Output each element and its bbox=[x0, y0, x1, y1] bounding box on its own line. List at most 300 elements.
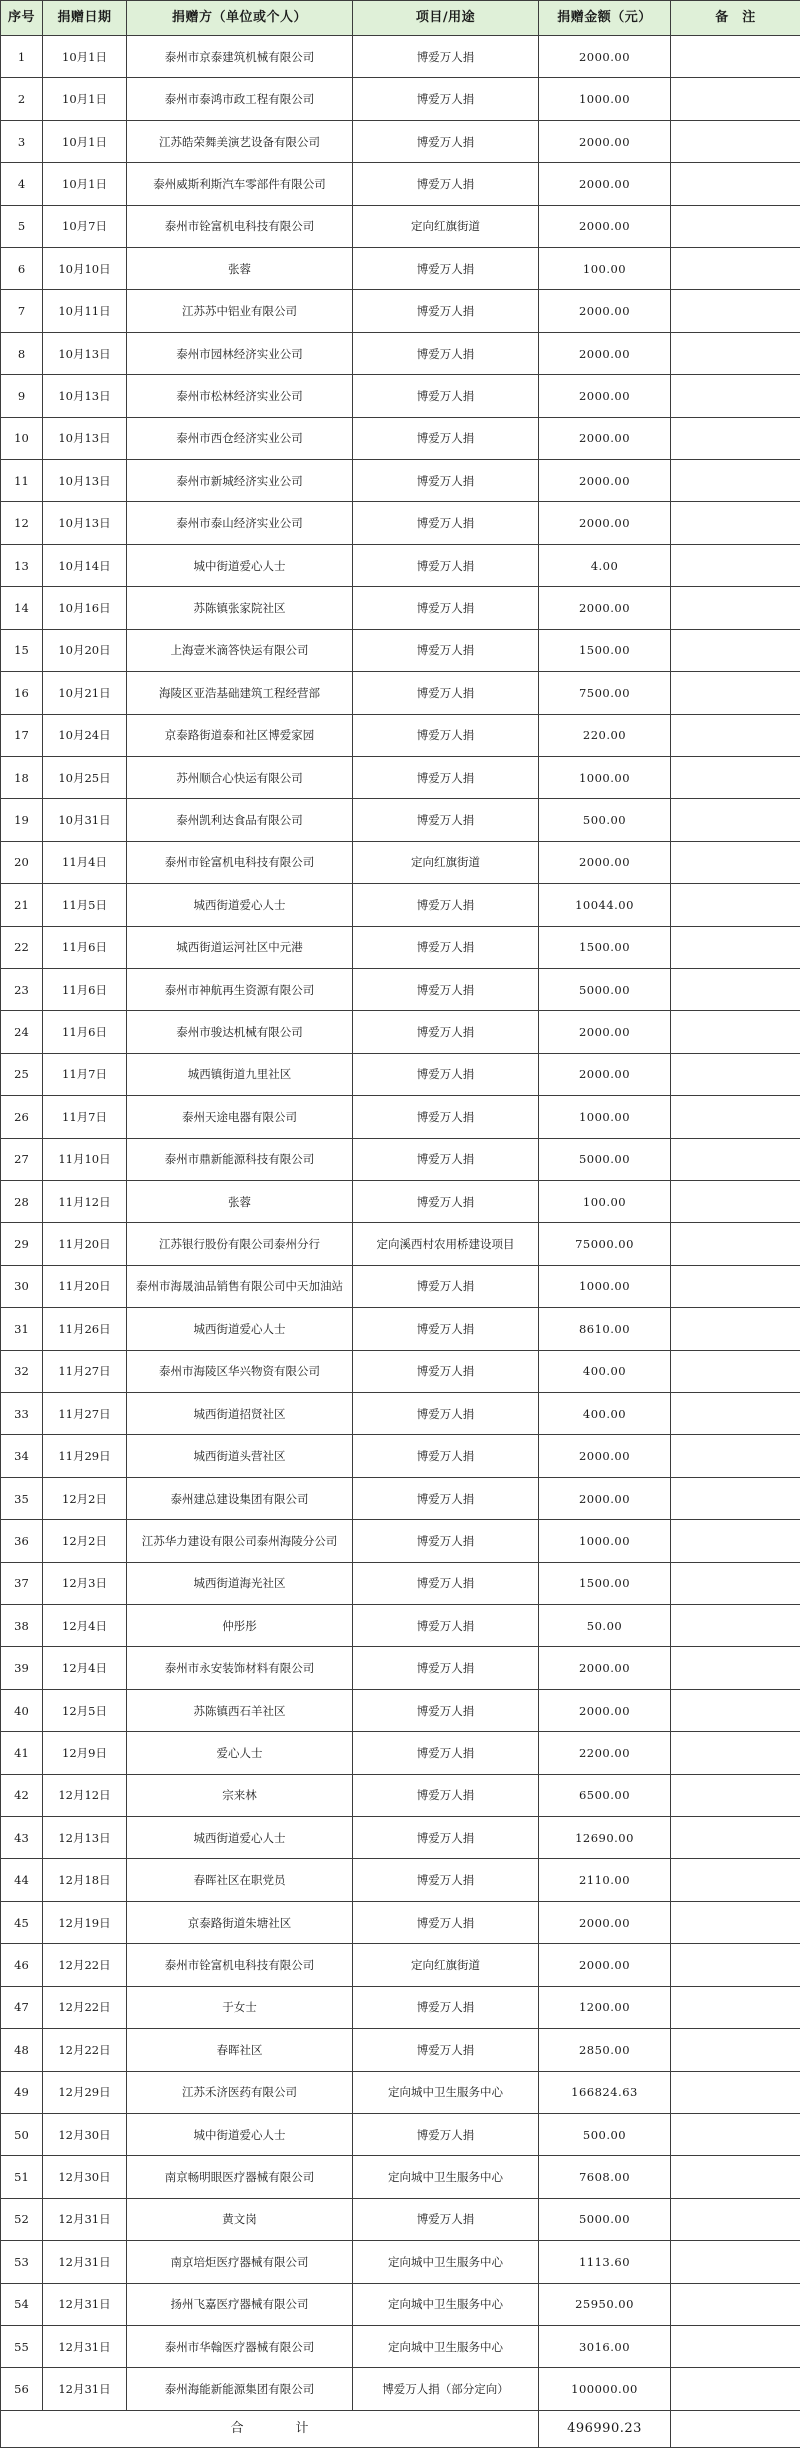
cell-amount: 12690.00 bbox=[539, 1817, 671, 1859]
table-row bbox=[1, 417, 800, 459]
cell-donor: 春晖社区在职党员 bbox=[127, 1859, 353, 1901]
header-date: 捐赠日期 bbox=[43, 1, 127, 36]
cell-serial: 51 bbox=[1, 2156, 43, 2198]
cell-donor: 泰州威斯利斯汽车零部件有限公司 bbox=[127, 163, 353, 205]
cell-date: 10月13日 bbox=[43, 332, 127, 374]
cell-note bbox=[671, 714, 800, 756]
cell-note bbox=[671, 1986, 800, 2028]
cell-note bbox=[671, 1350, 800, 1392]
cell-purpose: 博爱万人捐 bbox=[353, 1774, 539, 1816]
cell-purpose: 博爱万人捐 bbox=[353, 714, 539, 756]
table-row bbox=[1, 2071, 800, 2113]
table-row bbox=[1, 1520, 800, 1562]
cell-purpose: 博爱万人捐 bbox=[353, 163, 539, 205]
cell-note bbox=[671, 1817, 800, 1859]
cell-serial: 35 bbox=[1, 1477, 43, 1519]
table-row bbox=[1, 926, 800, 968]
cell-amount: 2000.00 bbox=[539, 163, 671, 205]
table-row bbox=[1, 2241, 800, 2283]
cell-donor: 城西街道爱心人士 bbox=[127, 884, 353, 926]
cell-date: 11月27日 bbox=[43, 1350, 127, 1392]
cell-serial: 7 bbox=[1, 290, 43, 332]
cell-amount: 1200.00 bbox=[539, 1986, 671, 2028]
cell-note bbox=[671, 290, 800, 332]
cell-amount: 100.00 bbox=[539, 248, 671, 290]
cell-note bbox=[671, 120, 800, 162]
table-row bbox=[1, 248, 800, 290]
cell-note bbox=[671, 926, 800, 968]
cell-amount: 400.00 bbox=[539, 1393, 671, 1435]
cell-serial: 16 bbox=[1, 672, 43, 714]
cell-date: 10月1日 bbox=[43, 163, 127, 205]
cell-serial: 12 bbox=[1, 502, 43, 544]
cell-purpose: 博爱万人捐 bbox=[353, 544, 539, 586]
cell-date: 11月20日 bbox=[43, 1265, 127, 1307]
cell-amount: 2000.00 bbox=[539, 460, 671, 502]
table-row bbox=[1, 1647, 800, 1689]
cell-serial: 50 bbox=[1, 2113, 43, 2155]
cell-date: 11月12日 bbox=[43, 1180, 127, 1222]
cell-donor: 泰州市新城经济实业公司 bbox=[127, 460, 353, 502]
cell-purpose: 博爱万人捐 bbox=[353, 332, 539, 374]
cell-amount: 2000.00 bbox=[539, 1647, 671, 1689]
cell-serial: 31 bbox=[1, 1308, 43, 1350]
cell-donor: 苏州顺合心快运有限公司 bbox=[127, 756, 353, 798]
cell-note bbox=[671, 1944, 800, 1986]
cell-date: 12月31日 bbox=[43, 2198, 127, 2240]
cell-amount: 1000.00 bbox=[539, 78, 671, 120]
cell-serial: 45 bbox=[1, 1901, 43, 1943]
cell-note bbox=[671, 672, 800, 714]
cell-purpose: 定向红旗街道 bbox=[353, 841, 539, 883]
table-row bbox=[1, 799, 800, 841]
cell-purpose: 博爱万人捐 bbox=[353, 36, 539, 78]
cell-purpose: 博爱万人捐 bbox=[353, 1647, 539, 1689]
cell-purpose: 博爱万人捐 bbox=[353, 375, 539, 417]
cell-amount: 100000.00 bbox=[539, 2368, 671, 2410]
cell-note bbox=[671, 2071, 800, 2113]
cell-donor: 泰州市京泰建筑机械有限公司 bbox=[127, 36, 353, 78]
cell-donor: 泰州市铨富机电科技有限公司 bbox=[127, 841, 353, 883]
table-row bbox=[1, 587, 800, 629]
cell-note bbox=[671, 799, 800, 841]
cell-amount: 5000.00 bbox=[539, 2198, 671, 2240]
cell-serial: 9 bbox=[1, 375, 43, 417]
cell-amount: 2000.00 bbox=[539, 375, 671, 417]
cell-amount: 2000.00 bbox=[539, 1689, 671, 1731]
table-row bbox=[1, 1265, 800, 1307]
table-row bbox=[1, 1393, 800, 1435]
cell-amount: 2000.00 bbox=[539, 332, 671, 374]
cell-purpose: 定向溪西村农用桥建设项目 bbox=[353, 1223, 539, 1265]
table-row bbox=[1, 2368, 800, 2410]
cell-purpose: 博爱万人捐 bbox=[353, 799, 539, 841]
table-row bbox=[1, 290, 800, 332]
cell-date: 10月13日 bbox=[43, 417, 127, 459]
table-row bbox=[1, 841, 800, 883]
cell-date: 10月13日 bbox=[43, 460, 127, 502]
table-row bbox=[1, 1011, 800, 1053]
cell-donor: 江苏苏中铝业有限公司 bbox=[127, 290, 353, 332]
cell-donor: 上海壹米滴答快运有限公司 bbox=[127, 629, 353, 671]
cell-amount: 2000.00 bbox=[539, 1477, 671, 1519]
cell-date: 11月6日 bbox=[43, 926, 127, 968]
cell-amount: 500.00 bbox=[539, 799, 671, 841]
cell-note bbox=[671, 1477, 800, 1519]
cell-note bbox=[671, 163, 800, 205]
cell-purpose: 博爱万人捐 bbox=[353, 587, 539, 629]
cell-serial: 43 bbox=[1, 1817, 43, 1859]
cell-purpose: 博爱万人捐 bbox=[353, 1859, 539, 1901]
cell-note bbox=[671, 1180, 800, 1222]
cell-donor: 京泰路街道朱塘社区 bbox=[127, 1901, 353, 1943]
cell-note bbox=[671, 1308, 800, 1350]
cell-serial: 8 bbox=[1, 332, 43, 374]
table-row bbox=[1, 1859, 800, 1901]
cell-donor: 城西街道招贤社区 bbox=[127, 1393, 353, 1435]
cell-donor: 苏陈镇张家院社区 bbox=[127, 587, 353, 629]
cell-donor: 泰州市海晟油品销售有限公司中天加油站 bbox=[127, 1265, 353, 1307]
table-row bbox=[1, 1138, 800, 1180]
cell-serial: 52 bbox=[1, 2198, 43, 2240]
cell-donor: 苏陈镇西石羊社区 bbox=[127, 1689, 353, 1731]
cell-date: 12月19日 bbox=[43, 1901, 127, 1943]
cell-amount: 2000.00 bbox=[539, 1901, 671, 1943]
cell-purpose: 博爱万人捐 bbox=[353, 1053, 539, 1095]
cell-donor: 海陵区亚浩基础建筑工程经营部 bbox=[127, 672, 353, 714]
cell-date: 12月22日 bbox=[43, 1944, 127, 1986]
cell-note bbox=[671, 417, 800, 459]
cell-date: 11月7日 bbox=[43, 1053, 127, 1095]
cell-date: 12月13日 bbox=[43, 1817, 127, 1859]
cell-purpose: 博爱万人捐 bbox=[353, 1732, 539, 1774]
cell-note bbox=[671, 1435, 800, 1477]
cell-date: 10月20日 bbox=[43, 629, 127, 671]
cell-date: 10月14日 bbox=[43, 544, 127, 586]
cell-serial: 23 bbox=[1, 968, 43, 1010]
table-row bbox=[1, 1732, 800, 1774]
cell-donor: 江苏禾济医药有限公司 bbox=[127, 2071, 353, 2113]
cell-donor: 张蓉 bbox=[127, 1180, 353, 1222]
cell-date: 12月31日 bbox=[43, 2241, 127, 2283]
cell-serial: 37 bbox=[1, 1562, 43, 1604]
cell-donor: 城西街道爱心人士 bbox=[127, 1308, 353, 1350]
cell-date: 12月18日 bbox=[43, 1859, 127, 1901]
cell-date: 10月16日 bbox=[43, 587, 127, 629]
cell-purpose: 博爱万人捐 bbox=[353, 1689, 539, 1731]
table-row bbox=[1, 1308, 800, 1350]
cell-date: 10月11日 bbox=[43, 290, 127, 332]
cell-date: 10月1日 bbox=[43, 78, 127, 120]
table-row bbox=[1, 1986, 800, 2028]
cell-amount: 5000.00 bbox=[539, 1138, 671, 1180]
cell-note bbox=[671, 587, 800, 629]
cell-amount: 100.00 bbox=[539, 1180, 671, 1222]
cell-date: 11月6日 bbox=[43, 968, 127, 1010]
table-row bbox=[1, 2325, 800, 2367]
cell-amount: 2000.00 bbox=[539, 587, 671, 629]
cell-amount: 2850.00 bbox=[539, 2029, 671, 2071]
cell-date: 12月30日 bbox=[43, 2113, 127, 2155]
cell-purpose: 博爱万人捐 bbox=[353, 1308, 539, 1350]
table-row bbox=[1, 1053, 800, 1095]
cell-amount: 2000.00 bbox=[539, 205, 671, 247]
cell-purpose: 博爱万人捐 bbox=[353, 78, 539, 120]
cell-donor: 泰州市永安装饰材料有限公司 bbox=[127, 1647, 353, 1689]
cell-purpose: 博爱万人捐 bbox=[353, 1520, 539, 1562]
cell-purpose: 博爱万人捐 bbox=[353, 460, 539, 502]
cell-date: 12月5日 bbox=[43, 1689, 127, 1731]
cell-serial: 34 bbox=[1, 1435, 43, 1477]
cell-donor: 泰州天途电器有限公司 bbox=[127, 1096, 353, 1138]
cell-donor: 南京培炬医疗器械有限公司 bbox=[127, 2241, 353, 2283]
table-row bbox=[1, 1350, 800, 1392]
cell-amount: 4.00 bbox=[539, 544, 671, 586]
cell-amount: 220.00 bbox=[539, 714, 671, 756]
header-serial: 序号 bbox=[1, 1, 43, 36]
cell-note bbox=[671, 375, 800, 417]
header-purpose: 项目/用途 bbox=[353, 1, 539, 36]
table-row bbox=[1, 332, 800, 374]
cell-note bbox=[671, 2325, 800, 2367]
cell-note bbox=[671, 2198, 800, 2240]
cell-note bbox=[671, 1053, 800, 1095]
cell-serial: 13 bbox=[1, 544, 43, 586]
cell-date: 12月30日 bbox=[43, 2156, 127, 2198]
table-row bbox=[1, 1817, 800, 1859]
cell-note bbox=[671, 2156, 800, 2198]
cell-date: 12月2日 bbox=[43, 1477, 127, 1519]
cell-amount: 2000.00 bbox=[539, 502, 671, 544]
cell-serial: 30 bbox=[1, 1265, 43, 1307]
cell-serial: 24 bbox=[1, 1011, 43, 1053]
header-note: 备 注 bbox=[671, 1, 800, 36]
table-row bbox=[1, 1689, 800, 1731]
cell-note bbox=[671, 460, 800, 502]
cell-note bbox=[671, 1774, 800, 1816]
cell-amount: 400.00 bbox=[539, 1350, 671, 1392]
cell-date: 10月13日 bbox=[43, 502, 127, 544]
cell-date: 12月22日 bbox=[43, 2029, 127, 2071]
cell-serial: 36 bbox=[1, 1520, 43, 1562]
cell-purpose: 博爱万人捐 bbox=[353, 1562, 539, 1604]
cell-serial: 11 bbox=[1, 460, 43, 502]
cell-purpose: 博爱万人捐（部分定向） bbox=[353, 2368, 539, 2410]
cell-amount: 10044.00 bbox=[539, 884, 671, 926]
cell-date: 12月3日 bbox=[43, 1562, 127, 1604]
cell-purpose: 博爱万人捐 bbox=[353, 968, 539, 1010]
cell-note bbox=[671, 756, 800, 798]
cell-donor: 春晖社区 bbox=[127, 2029, 353, 2071]
cell-amount: 1000.00 bbox=[539, 1265, 671, 1307]
cell-donor: 泰州市泰鸿市政工程有限公司 bbox=[127, 78, 353, 120]
cell-amount: 2000.00 bbox=[539, 841, 671, 883]
cell-serial: 41 bbox=[1, 1732, 43, 1774]
cell-donor: 城西街道头营社区 bbox=[127, 1435, 353, 1477]
table-row bbox=[1, 2198, 800, 2240]
cell-note bbox=[671, 1138, 800, 1180]
table-row bbox=[1, 1180, 800, 1222]
cell-donor: 江苏华力建设有限公司泰州海陵分公司 bbox=[127, 1520, 353, 1562]
cell-serial: 46 bbox=[1, 1944, 43, 1986]
table-row bbox=[1, 2113, 800, 2155]
cell-serial: 19 bbox=[1, 799, 43, 841]
cell-amount: 2000.00 bbox=[539, 1053, 671, 1095]
cell-purpose: 博爱万人捐 bbox=[353, 1393, 539, 1435]
cell-serial: 44 bbox=[1, 1859, 43, 1901]
cell-serial: 27 bbox=[1, 1138, 43, 1180]
table-row bbox=[1, 1562, 800, 1604]
cell-amount: 8610.00 bbox=[539, 1308, 671, 1350]
cell-amount: 2000.00 bbox=[539, 36, 671, 78]
header-donor: 捐赠方（单位或个人） bbox=[127, 1, 353, 36]
cell-serial: 39 bbox=[1, 1647, 43, 1689]
total-amount: 496990.23 bbox=[539, 2410, 671, 2447]
cell-donor: 泰州市铨富机电科技有限公司 bbox=[127, 205, 353, 247]
cell-serial: 14 bbox=[1, 587, 43, 629]
cell-purpose: 博爱万人捐 bbox=[353, 290, 539, 332]
cell-amount: 1000.00 bbox=[539, 1520, 671, 1562]
cell-serial: 10 bbox=[1, 417, 43, 459]
cell-amount: 2000.00 bbox=[539, 120, 671, 162]
table-row bbox=[1, 672, 800, 714]
cell-date: 11月10日 bbox=[43, 1138, 127, 1180]
cell-donor: 张蓉 bbox=[127, 248, 353, 290]
cell-date: 12月4日 bbox=[43, 1647, 127, 1689]
cell-purpose: 定向红旗街道 bbox=[353, 205, 539, 247]
table-row bbox=[1, 1223, 800, 1265]
cell-donor: 泰州市华翰医疗器械有限公司 bbox=[127, 2325, 353, 2367]
cell-date: 10月7日 bbox=[43, 205, 127, 247]
cell-purpose: 博爱万人捐 bbox=[353, 502, 539, 544]
cell-purpose: 定向红旗街道 bbox=[353, 1944, 539, 1986]
table-row bbox=[1, 120, 800, 162]
cell-serial: 53 bbox=[1, 2241, 43, 2283]
cell-serial: 56 bbox=[1, 2368, 43, 2410]
cell-donor: 泰州市西仓经济实业公司 bbox=[127, 417, 353, 459]
cell-amount: 75000.00 bbox=[539, 1223, 671, 1265]
cell-amount: 1500.00 bbox=[539, 926, 671, 968]
table-header-row bbox=[1, 1, 800, 36]
cell-serial: 4 bbox=[1, 163, 43, 205]
cell-note bbox=[671, 502, 800, 544]
cell-purpose: 博爱万人捐 bbox=[353, 756, 539, 798]
cell-note bbox=[671, 1393, 800, 1435]
cell-donor: 城西镇街道九里社区 bbox=[127, 1053, 353, 1095]
cell-note bbox=[671, 1265, 800, 1307]
cell-date: 10月1日 bbox=[43, 120, 127, 162]
cell-serial: 28 bbox=[1, 1180, 43, 1222]
cell-note bbox=[671, 2241, 800, 2283]
cell-purpose: 博爱万人捐 bbox=[353, 629, 539, 671]
cell-donor: 泰州市松林经济实业公司 bbox=[127, 375, 353, 417]
table-row bbox=[1, 460, 800, 502]
cell-serial: 15 bbox=[1, 629, 43, 671]
cell-purpose: 博爱万人捐 bbox=[353, 1180, 539, 1222]
cell-purpose: 博爱万人捐 bbox=[353, 1477, 539, 1519]
cell-serial: 49 bbox=[1, 2071, 43, 2113]
cell-serial: 1 bbox=[1, 36, 43, 78]
cell-date: 12月29日 bbox=[43, 2071, 127, 2113]
cell-purpose: 博爱万人捐 bbox=[353, 2029, 539, 2071]
table-row bbox=[1, 2283, 800, 2325]
cell-note bbox=[671, 332, 800, 374]
cell-note bbox=[671, 1520, 800, 1562]
cell-date: 11月5日 bbox=[43, 884, 127, 926]
table-row bbox=[1, 1605, 800, 1647]
cell-donor: 城西街道爱心人士 bbox=[127, 1817, 353, 1859]
table-row bbox=[1, 205, 800, 247]
cell-amount: 2110.00 bbox=[539, 1859, 671, 1901]
cell-donor: 泰州市园林经济实业公司 bbox=[127, 332, 353, 374]
cell-serial: 5 bbox=[1, 205, 43, 247]
cell-purpose: 博爱万人捐 bbox=[353, 248, 539, 290]
cell-note bbox=[671, 1605, 800, 1647]
table-row bbox=[1, 1096, 800, 1138]
cell-date: 10月10日 bbox=[43, 248, 127, 290]
total-label: 合 计 bbox=[1, 2410, 539, 2447]
cell-note bbox=[671, 36, 800, 78]
cell-note bbox=[671, 1647, 800, 1689]
table-row bbox=[1, 1944, 800, 1986]
cell-purpose: 博爱万人捐 bbox=[353, 1350, 539, 1392]
cell-note bbox=[671, 544, 800, 586]
cell-serial: 18 bbox=[1, 756, 43, 798]
cell-date: 10月21日 bbox=[43, 672, 127, 714]
cell-donor: 黄文岗 bbox=[127, 2198, 353, 2240]
cell-amount: 1500.00 bbox=[539, 1562, 671, 1604]
cell-serial: 48 bbox=[1, 2029, 43, 2071]
cell-purpose: 博爱万人捐 bbox=[353, 1435, 539, 1477]
cell-amount: 7500.00 bbox=[539, 672, 671, 714]
cell-amount: 2000.00 bbox=[539, 1435, 671, 1477]
cell-purpose: 博爱万人捐 bbox=[353, 1011, 539, 1053]
cell-donor: 泰州建总建设集团有限公司 bbox=[127, 1477, 353, 1519]
cell-donor: 京泰路街道泰和社区博爱家园 bbox=[127, 714, 353, 756]
cell-donor: 爱心人士 bbox=[127, 1732, 353, 1774]
cell-purpose: 博爱万人捐 bbox=[353, 417, 539, 459]
cell-purpose: 博爱万人捐 bbox=[353, 2198, 539, 2240]
table-row bbox=[1, 629, 800, 671]
cell-date: 11月6日 bbox=[43, 1011, 127, 1053]
cell-note bbox=[671, 968, 800, 1010]
cell-serial: 32 bbox=[1, 1350, 43, 1392]
cell-date: 10月25日 bbox=[43, 756, 127, 798]
cell-purpose: 博爱万人捐 bbox=[353, 1901, 539, 1943]
cell-donor: 宗来林 bbox=[127, 1774, 353, 1816]
cell-serial: 21 bbox=[1, 884, 43, 926]
cell-serial: 22 bbox=[1, 926, 43, 968]
cell-serial: 2 bbox=[1, 78, 43, 120]
cell-purpose: 博爱万人捐 bbox=[353, 672, 539, 714]
cell-serial: 6 bbox=[1, 248, 43, 290]
cell-donor: 于女士 bbox=[127, 1986, 353, 2028]
table-row bbox=[1, 714, 800, 756]
cell-note bbox=[671, 2113, 800, 2155]
cell-amount: 1113.60 bbox=[539, 2241, 671, 2283]
cell-serial: 40 bbox=[1, 1689, 43, 1731]
cell-date: 12月2日 bbox=[43, 1520, 127, 1562]
cell-serial: 26 bbox=[1, 1096, 43, 1138]
cell-amount: 1000.00 bbox=[539, 756, 671, 798]
cell-purpose: 博爱万人捐 bbox=[353, 1096, 539, 1138]
cell-amount: 6500.00 bbox=[539, 1774, 671, 1816]
cell-date: 10月1日 bbox=[43, 36, 127, 78]
cell-note bbox=[671, 2283, 800, 2325]
cell-date: 11月7日 bbox=[43, 1096, 127, 1138]
table-body bbox=[1, 36, 800, 2411]
table-row bbox=[1, 2156, 800, 2198]
